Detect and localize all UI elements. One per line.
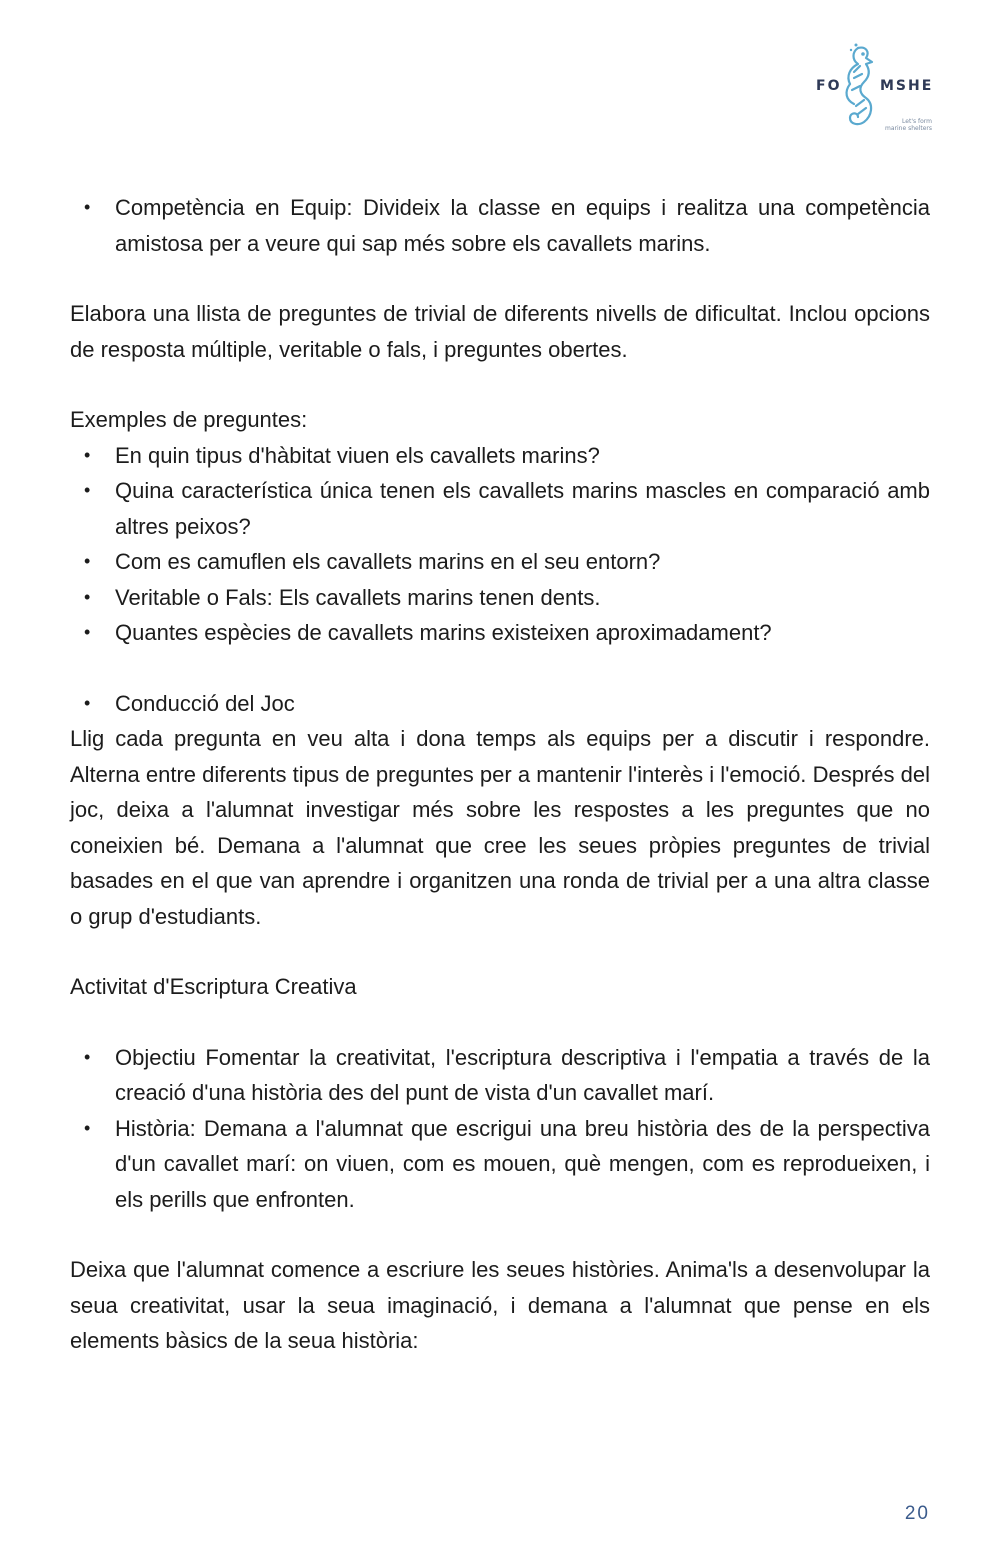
logo-tagline: Let's form [902, 118, 932, 125]
paragraph: Llig cada pregunta en veu alta i dona temps als equips per a discutir i respondre. Alterna entre diferents tipus de preguntes per a mantenir l'interès i l'emoció. Després del joc, deixa a l'alumnat investigar més sobre les respostes a les preguntes que no coneixien bé. Demana a l'alumnat que cree les seues pròpies preguntes de trivial basades en el que van aprendre i organitzen una ronda de trivial per a una altra classe o grup d'estudiants. [70, 726, 930, 929]
list-item: • Com es camuflen els cavallets marins en el seu entorn? [70, 544, 930, 580]
bullet-list [70, 686, 930, 722]
list-item: • Conducció del Joc [70, 686, 930, 722]
list-item: • Objectiu Fomentar la creativitat, l'escriptura descriptiva i l'empatia a través de la creació d'una història des del punt de vista d'un cavallet marí. [70, 1040, 930, 1111]
section-heading: Activitat d'Escriptura Creativa [70, 974, 357, 999]
list-item: • Història: Demana a l'alumnat que escrigui una breu història des de la perspectiva d'un cavallet marí: on viuen, com es mouen, què mengen, com es reprodueixen, i els perills que enfronten. [70, 1111, 930, 1218]
list-item: • En quin tipus d'hàbitat viuen els cavallets marins? [70, 438, 930, 474]
fomshe-logo [812, 40, 936, 136]
paragraph: Elabora una llista de preguntes de trivial de diferents nivells de dificultat. Inclou opcions de resposta múltiple, veritable o fals, i preguntes obertes. [70, 301, 930, 362]
logo-text-left: FO [816, 78, 842, 94]
seahorse-icon [836, 42, 882, 134]
page-body [70, 190, 930, 1359]
logo-tagline: marine shelters [885, 125, 932, 132]
example-questions-list [70, 438, 930, 651]
list-item: • Competència en Equip: Divideix la classe en equips i realitza una competència amistosa per a veure qui sap més sobre els cavallets marins. [70, 190, 930, 261]
list-item: • Veritable o Fals: Els cavallets marins tenen dents. [70, 580, 930, 616]
list-item: • Quantes espècies de cavallets marins existeixen aproximadament? [70, 615, 930, 651]
section-label: Exemples de preguntes: [70, 407, 308, 432]
paragraph: Deixa que l'alumnat comence a escriure les seues històries. Anima'ls a desenvolupar la seua creativitat, usar la seua imaginació, i demana a l'alumnat que pense en els elements bàsics de la seua història: [70, 1257, 930, 1353]
page-number: 20 [904, 1503, 930, 1524]
bullet-list [70, 190, 930, 261]
bullet-list [70, 1040, 930, 1218]
list-item: • Quina característica única tenen els cavallets marins mascles en comparació amb altres peixos? [70, 473, 930, 544]
logo-text-right: MSHE [880, 78, 934, 94]
